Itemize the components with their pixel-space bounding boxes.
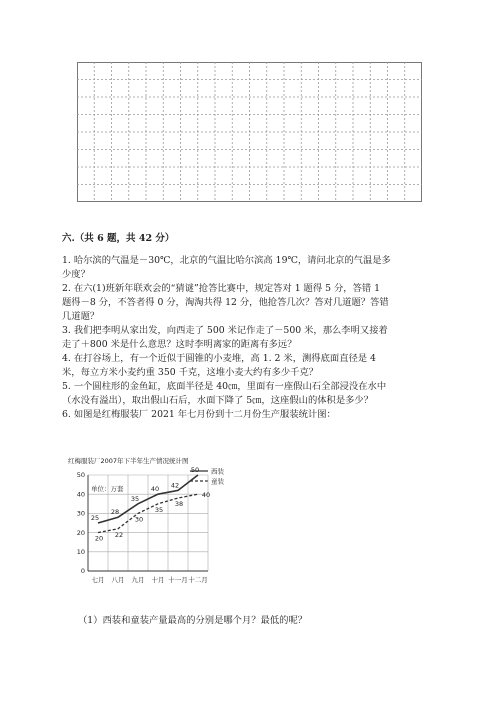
y-tick-label: 10 — [76, 548, 85, 556]
sub-question-1: （1）西装和童装产量最高的分别是哪个月？最低的呢？ — [78, 615, 308, 626]
data-label: 25 — [90, 514, 100, 522]
question-6-line: 6. 如图是红梅服装厂 2021 年七月份到十二月份生产服装统计图： — [62, 409, 336, 420]
data-label: 40 — [150, 485, 160, 494]
y-tick-label: 30 — [76, 509, 85, 518]
y-tick-label: 20 — [76, 528, 85, 537]
legend-label: 西装 — [211, 467, 224, 476]
x-tick-label: 九月 — [131, 576, 145, 584]
question-1-line: 1. 哈尔滨的气温是－30℃，北京的气温比哈尔滨高 19℃，请问北京的气温是多 — [62, 255, 391, 266]
x-tick-label: 十月 — [151, 576, 165, 584]
y-tick-label: 0 — [80, 567, 85, 576]
question-3-line: 3. 我们把李明从家出发，向西走了 500 米记作走了－500 米，那么李明又接着 — [62, 325, 388, 336]
chart-title: 红梅服装厂2007年下半年生产情况统计图 — [68, 457, 189, 465]
x-tick-label: 十一月 — [168, 576, 188, 584]
question-5-line: 5. 一个圆柱形的金鱼缸，底面半径是 40㎝，里面有一座假山石全部浸没在水中 — [62, 381, 387, 392]
data-label: 28 — [110, 508, 120, 517]
line-chart — [66, 455, 246, 595]
legend-label: 童装 — [211, 477, 224, 486]
data-label: 50 — [190, 466, 200, 474]
data-label: 42 — [170, 481, 180, 490]
question-4-line: 米，每立方米小麦约重 350 千克，这堆小麦大约有多少千克？ — [62, 367, 319, 378]
y-tick-label: 40 — [76, 490, 85, 499]
question-2-line: 几道题？ — [62, 311, 100, 322]
data-label: 38 — [174, 500, 184, 509]
y-axis-label: 单位：万套 — [91, 485, 124, 493]
data-label: 20 — [94, 534, 104, 543]
question-1-line: 少度？ — [62, 269, 90, 280]
data-label: 22 — [114, 530, 124, 539]
question-2-line: 题得－8 分，不答者得 0 分，淘淘共得 12 分，他抢答几次？答对几道题？答错 — [62, 297, 389, 308]
question-5-line: （水没有溢出），取出假山石后，水面下降了 5㎝，这座假山的体积是多少？ — [62, 395, 374, 406]
data-label: 30 — [134, 515, 144, 524]
data-label: 35 — [154, 505, 164, 514]
question-3-line: 走了＋800 米是什么意思？这时李明离家的距离有多远？ — [62, 339, 297, 350]
data-label: 35 — [130, 494, 140, 503]
answer-grid — [77, 62, 422, 202]
data-label: 40 — [201, 491, 211, 500]
x-tick-label: 十二月 — [188, 576, 208, 584]
y-tick-label: 50 — [76, 471, 85, 480]
x-tick-label: 八月 — [111, 576, 125, 584]
section-title: 六.（共 6 题，共 42 分） — [62, 233, 175, 244]
question-4-line: 4. 在打谷场上，有一个近似于圆锥的小麦堆，高 1. 2 米，测得底面直径是 4 — [62, 353, 376, 364]
x-tick-label: 七月 — [91, 576, 105, 584]
question-2-line: 2. 在六(1)班新年联欢会的“猜谜”抢答比赛中，规定答对 1 题得 5 分，答错 1 — [62, 283, 381, 294]
